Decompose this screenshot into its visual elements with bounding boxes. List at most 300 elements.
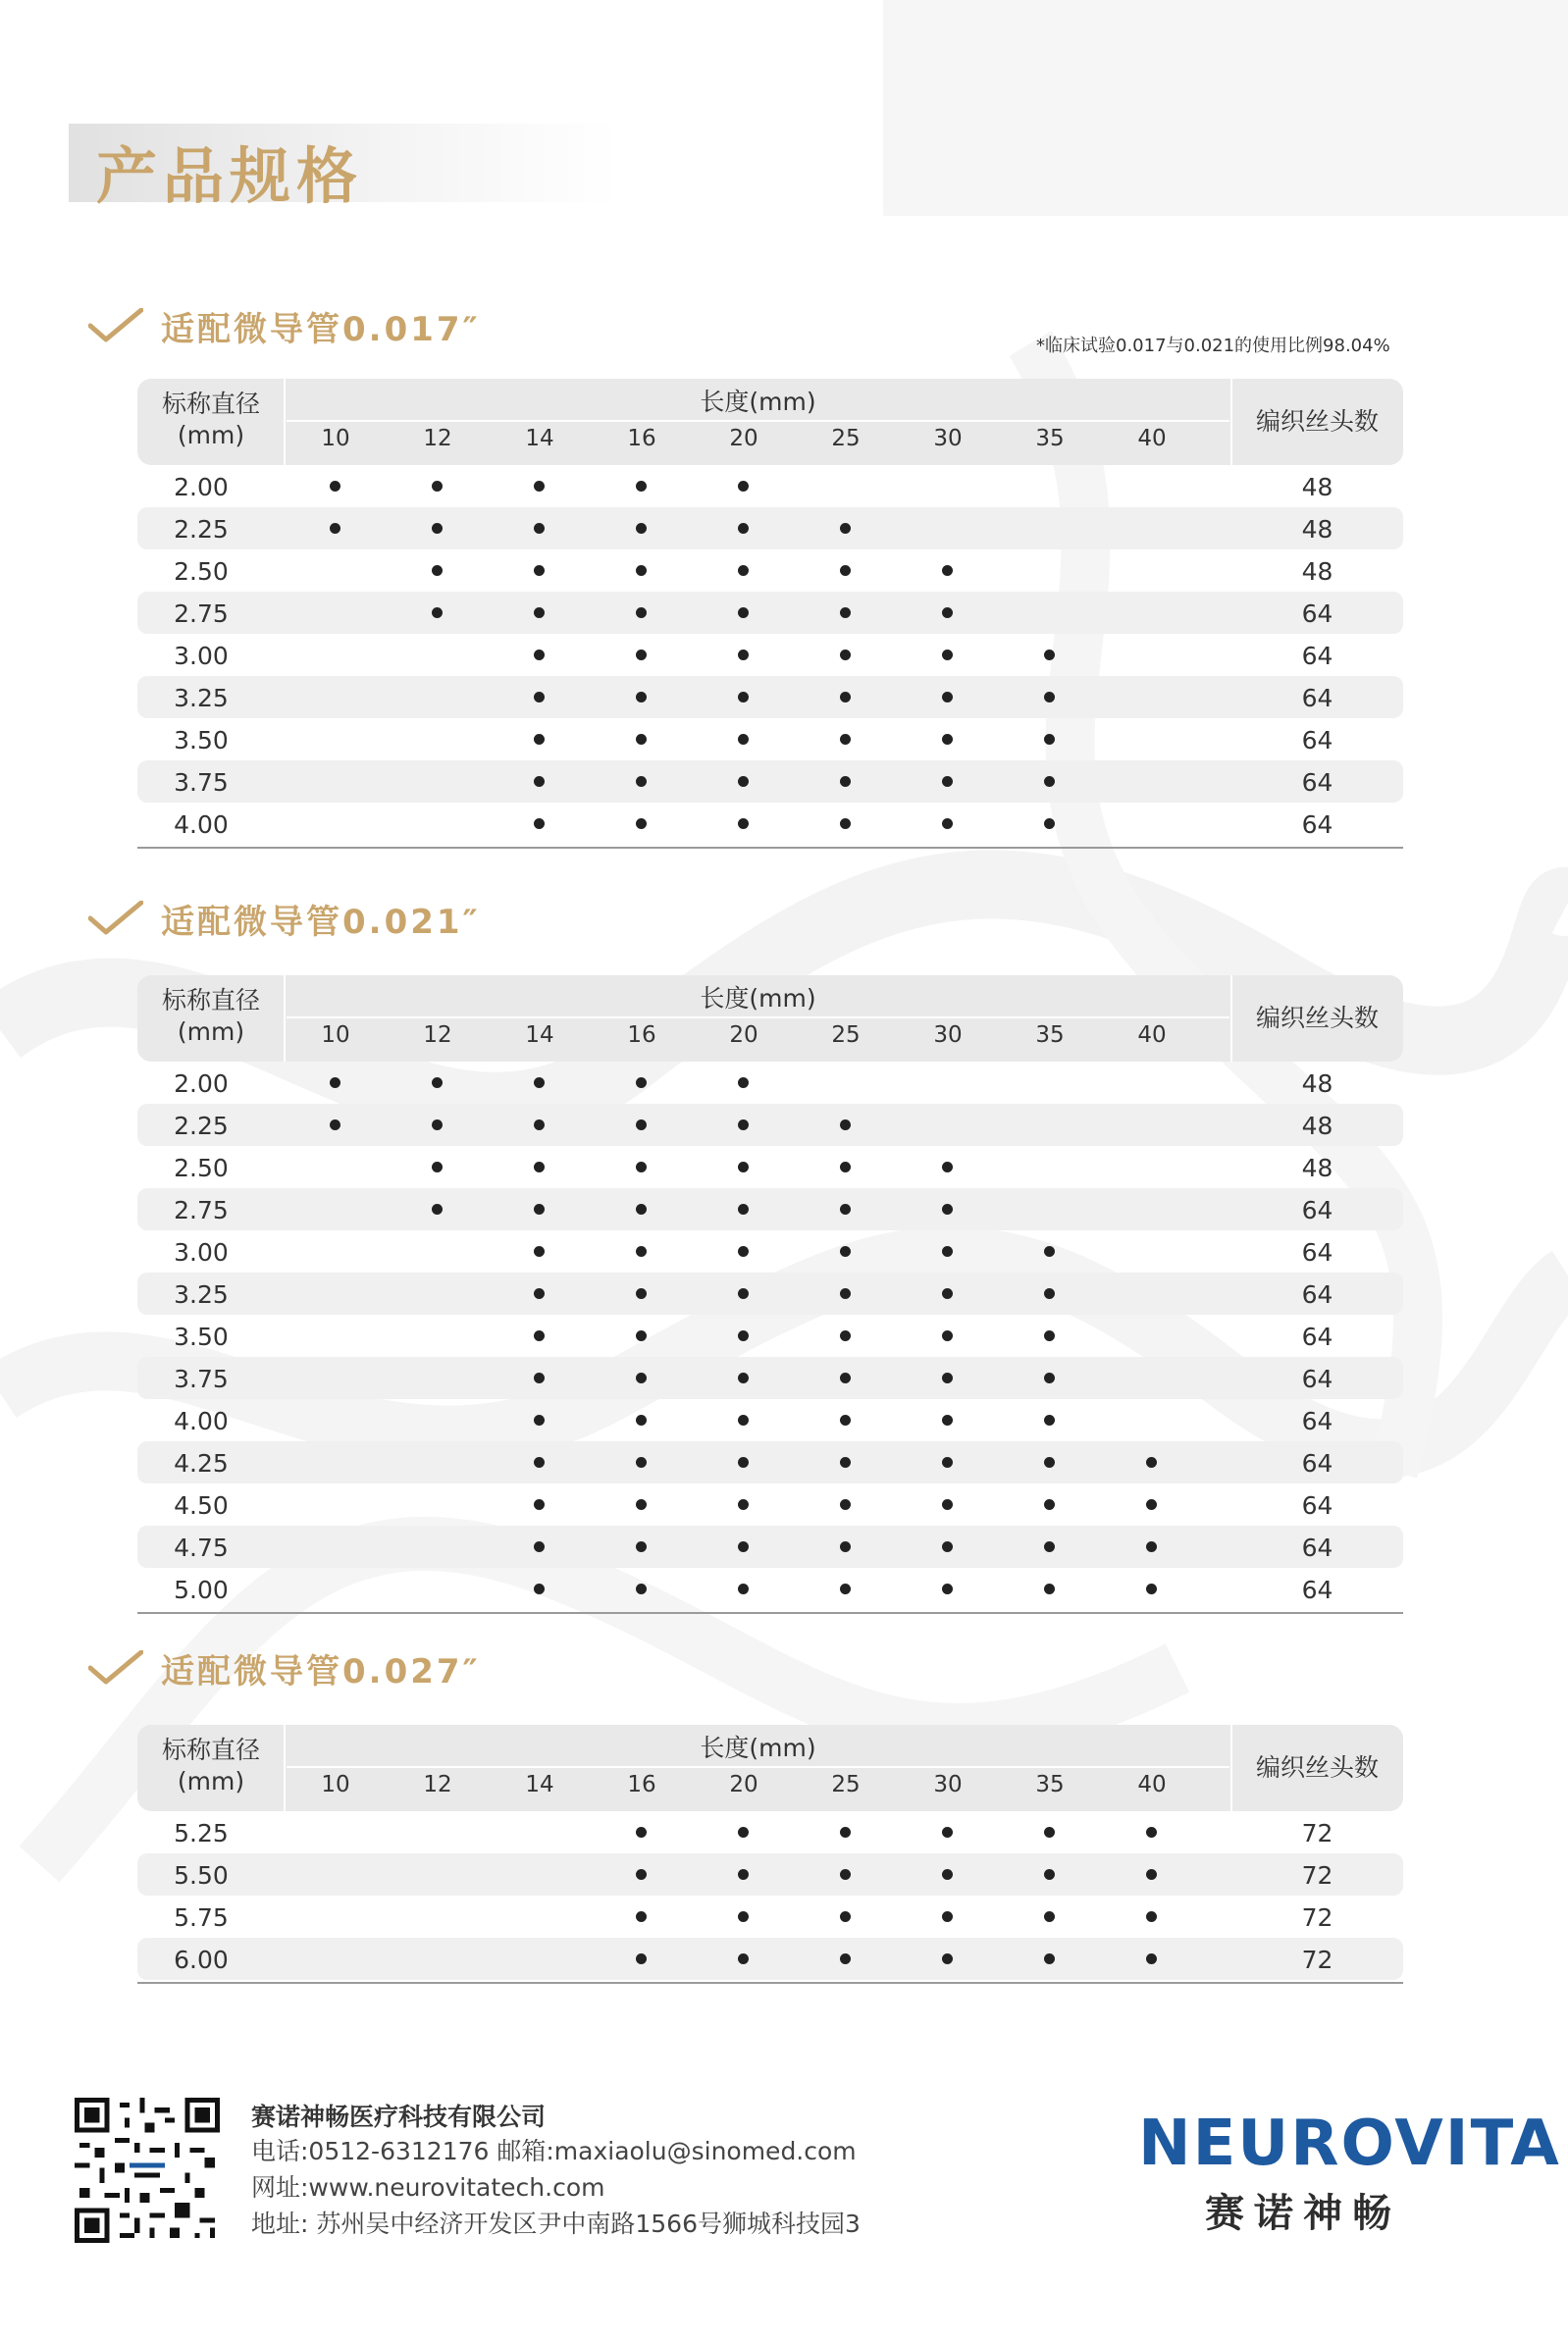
length-column-header: 20	[729, 1772, 758, 1797]
availability-dot	[942, 1911, 953, 1922]
availability-dot	[432, 565, 443, 576]
braid-count-cell: 64	[1301, 1280, 1333, 1309]
length-column-header: 40	[1137, 1772, 1167, 1797]
availability-dot	[534, 1330, 545, 1341]
availability-dot	[534, 734, 545, 745]
availability-dot	[534, 1288, 545, 1299]
availability-dot	[1044, 1499, 1055, 1510]
availability-dot	[942, 607, 953, 618]
table-row	[137, 1896, 1403, 1938]
company-name: 赛诺神畅医疗科技有限公司	[251, 2103, 547, 2131]
braid-count-cell: 48	[1301, 557, 1333, 586]
diameter-header	[137, 1735, 285, 1797]
availability-dot	[1044, 1288, 1055, 1299]
availability-dot	[636, 565, 647, 576]
availability-dot	[840, 1953, 851, 1964]
table-row	[137, 1441, 1403, 1483]
availability-dot	[738, 1288, 749, 1299]
availability-dot	[636, 1911, 647, 1922]
diameter-cell: 2.25	[174, 515, 229, 544]
availability-dot	[840, 1373, 851, 1383]
diameter-cell: 2.75	[174, 1196, 229, 1224]
braid-count-cell: 72	[1301, 1903, 1333, 1932]
length-column-header: 12	[423, 426, 452, 451]
availability-dot	[636, 650, 647, 660]
availability-dot	[432, 1162, 443, 1172]
diameter-cell: 3.25	[174, 1280, 229, 1309]
diameter-header-unit: (mm)	[177, 1767, 245, 1795]
availability-dot	[738, 1869, 749, 1880]
diameter-cell: 4.25	[174, 1449, 229, 1478]
availability-dot	[840, 818, 851, 829]
availability-dot	[636, 1330, 647, 1341]
length-column-header: 14	[525, 1022, 554, 1048]
availability-dot	[738, 734, 749, 745]
availability-dot	[738, 1330, 749, 1341]
brand-logo	[1138, 2107, 1561, 2236]
availability-dot	[738, 1457, 749, 1468]
braid-count-cell: 48	[1301, 1112, 1333, 1140]
qr-code-icon	[75, 2098, 220, 2243]
availability-dot	[840, 1246, 851, 1257]
braid-count-cell: 48	[1301, 473, 1333, 501]
availability-dot	[534, 1499, 545, 1510]
availability-dot	[738, 692, 749, 702]
availability-dot	[942, 692, 953, 702]
availability-dot	[942, 650, 953, 660]
availability-dot	[942, 1162, 953, 1172]
availability-dot	[432, 1204, 443, 1215]
length-header-underline	[287, 1016, 1229, 1018]
table-header	[137, 379, 1403, 465]
availability-dot	[840, 565, 851, 576]
table-row	[137, 1811, 1403, 1853]
contact-website: 网址:www.neurovitatech.com	[251, 2173, 605, 2202]
availability-dot	[534, 692, 545, 702]
availability-dot	[432, 481, 443, 492]
availability-dot	[1044, 1911, 1055, 1922]
length-column-header: 10	[321, 1772, 350, 1797]
availability-dot	[1044, 692, 1055, 702]
table-row	[137, 1188, 1403, 1230]
availability-dot	[840, 1162, 851, 1172]
braid-count-cell: 48	[1301, 1069, 1333, 1098]
diameter-cell: 3.75	[174, 1365, 229, 1393]
diameter-header	[137, 985, 285, 1048]
length-column-header: 25	[831, 1022, 861, 1048]
section-title: 适配微导管0.027″	[161, 1652, 481, 1691]
length-column-header: 25	[831, 1772, 861, 1797]
availability-dot	[840, 1827, 851, 1838]
availability-dot	[738, 1541, 749, 1552]
braid-count-cell: 64	[1301, 810, 1333, 839]
availability-dot	[1044, 1330, 1055, 1341]
availability-dot	[738, 1204, 749, 1215]
availability-dot	[942, 1827, 953, 1838]
diameter-cell: 2.00	[174, 1069, 229, 1098]
braid-count-cell: 64	[1301, 1534, 1333, 1562]
availability-dot	[738, 1827, 749, 1838]
braid-count-cell: 64	[1301, 642, 1333, 670]
table-row	[137, 465, 1403, 507]
braid-count-cell: 64	[1301, 1323, 1333, 1351]
table-row	[137, 592, 1403, 634]
availability-dot	[840, 1415, 851, 1426]
braid-count-cell: 72	[1301, 1946, 1333, 1974]
availability-dot	[534, 565, 545, 576]
availability-dot	[738, 1246, 749, 1257]
availability-dot	[738, 1953, 749, 1964]
availability-dot	[636, 818, 647, 829]
availability-dot	[942, 734, 953, 745]
availability-dot	[942, 1246, 953, 1257]
availability-dot	[942, 1457, 953, 1468]
diameter-header-label: 标称直径	[161, 1736, 260, 1764]
availability-dot	[738, 523, 749, 534]
table-row	[137, 1853, 1403, 1896]
length-column-header: 12	[423, 1772, 452, 1797]
availability-dot	[636, 1584, 647, 1594]
availability-dot	[840, 1288, 851, 1299]
availability-dot	[840, 1541, 851, 1552]
availability-dot	[942, 1373, 953, 1383]
availability-dot	[1044, 1415, 1055, 1426]
diameter-cell: 2.75	[174, 599, 229, 628]
braid-count-cell: 64	[1301, 1238, 1333, 1267]
braid-count-cell: 48	[1301, 1154, 1333, 1182]
availability-dot	[840, 1119, 851, 1130]
availability-dot	[942, 1541, 953, 1552]
table-row	[137, 1273, 1403, 1315]
diameter-cell: 2.50	[174, 557, 229, 586]
availability-dot	[1044, 1246, 1055, 1257]
availability-dot	[636, 1204, 647, 1215]
length-column-header: 40	[1137, 1022, 1167, 1048]
length-header-underline	[287, 420, 1229, 422]
availability-dot	[1044, 1457, 1055, 1468]
diameter-cell: 5.00	[174, 1576, 229, 1604]
availability-dot	[942, 1584, 953, 1594]
diameter-cell: 5.75	[174, 1903, 229, 1932]
availability-dot	[330, 1119, 340, 1130]
availability-dot	[636, 523, 647, 534]
checkmark-icon	[88, 901, 143, 936]
diameter-header	[137, 389, 285, 451]
availability-dot	[1044, 734, 1055, 745]
logo-wordmark: NEUROVITA	[1138, 2107, 1561, 2180]
length-column-header: 20	[729, 1022, 758, 1048]
availability-dot	[330, 1077, 340, 1088]
length-column-header: 30	[933, 1772, 963, 1797]
table-row	[137, 1483, 1403, 1526]
availability-dot	[840, 650, 851, 660]
table-row	[137, 1568, 1403, 1610]
availability-dot	[534, 1415, 545, 1426]
contact-phone-email: 电话:0512-6312176 邮箱:maxiaolu@sinomed.com	[251, 2137, 857, 2165]
contact-address: 地址: 苏州吴中经济开发区尹中南路1566号狮城科技园3	[251, 2210, 861, 2238]
diameter-cell: 2.00	[174, 473, 229, 501]
length-column-header: 35	[1035, 1022, 1065, 1048]
availability-dot	[738, 1077, 749, 1088]
availability-dot	[534, 1457, 545, 1468]
length-header-label: 长度(mm)	[700, 1734, 816, 1762]
table-header	[137, 1725, 1403, 1811]
braid-count-header: 编织丝头数	[1255, 407, 1379, 436]
availability-dot	[840, 1330, 851, 1341]
availability-dot	[534, 1119, 545, 1130]
diameter-cell: 6.00	[174, 1946, 229, 1974]
length-header-underline	[287, 1766, 1229, 1768]
availability-dot	[738, 1119, 749, 1130]
table-row	[137, 1230, 1403, 1273]
availability-dot	[636, 481, 647, 492]
availability-dot	[942, 1953, 953, 1964]
diameter-cell: 3.00	[174, 1238, 229, 1267]
table-row	[137, 1315, 1403, 1357]
availability-dot	[1146, 1584, 1157, 1594]
availability-dot	[534, 481, 545, 492]
availability-dot	[534, 1373, 545, 1383]
availability-dot	[942, 776, 953, 787]
availability-dot	[840, 1911, 851, 1922]
availability-dot	[840, 1204, 851, 1215]
availability-dot	[942, 1330, 953, 1341]
availability-dot	[636, 1541, 647, 1552]
length-column-header: 30	[933, 1022, 963, 1048]
section-title: 适配微导管0.017″	[161, 310, 481, 349]
table-row	[137, 549, 1403, 592]
availability-dot	[840, 776, 851, 787]
availability-dot	[534, 650, 545, 660]
table-bottom-rule	[137, 1982, 1403, 1984]
length-column-header: 30	[933, 426, 963, 451]
diameter-cell: 2.50	[174, 1154, 229, 1182]
table-row	[137, 676, 1403, 718]
availability-dot	[738, 481, 749, 492]
braid-count-header: 编织丝头数	[1255, 1004, 1379, 1032]
availability-dot	[738, 650, 749, 660]
length-column-header: 35	[1035, 1772, 1065, 1797]
company-info	[251, 2098, 861, 2242]
braid-count-cell: 64	[1301, 1196, 1333, 1224]
length-column-header: 16	[627, 1022, 656, 1048]
braid-count-cell: 64	[1301, 1365, 1333, 1393]
diameter-cell: 3.25	[174, 684, 229, 712]
diameter-cell: 5.50	[174, 1861, 229, 1890]
availability-dot	[840, 734, 851, 745]
availability-dot	[738, 776, 749, 787]
table-row	[137, 1357, 1403, 1399]
length-header-label: 长度(mm)	[700, 388, 816, 416]
availability-dot	[840, 523, 851, 534]
availability-dot	[636, 607, 647, 618]
availability-dot	[1146, 1869, 1157, 1880]
length-column-header: 16	[627, 1772, 656, 1797]
diameter-header-label: 标称直径	[161, 986, 260, 1014]
spec-table-0027	[137, 1725, 1403, 1984]
length-column-header: 35	[1035, 426, 1065, 451]
availability-dot	[1044, 1827, 1055, 1838]
availability-dot	[738, 565, 749, 576]
availability-dot	[534, 1246, 545, 1257]
availability-dot	[738, 1162, 749, 1172]
availability-dot	[534, 776, 545, 787]
table-row	[137, 1399, 1403, 1441]
table-row	[137, 1062, 1403, 1104]
section-title: 适配微导管0.021″	[161, 903, 481, 942]
availability-dot	[534, 1584, 545, 1594]
checkmark-icon	[88, 1650, 143, 1686]
availability-dot	[738, 1584, 749, 1594]
availability-dot	[534, 1204, 545, 1215]
availability-dot	[636, 1119, 647, 1130]
availability-dot	[738, 607, 749, 618]
braid-count-cell: 64	[1301, 1407, 1333, 1435]
diameter-header-label: 标称直径	[161, 390, 260, 418]
braid-count-cell: 48	[1301, 515, 1333, 544]
table-bottom-rule	[137, 847, 1403, 849]
length-column-header: 10	[321, 1022, 350, 1048]
checkmark-icon	[88, 308, 143, 343]
availability-dot	[636, 692, 647, 702]
availability-dot	[534, 1541, 545, 1552]
diameter-cell: 3.00	[174, 642, 229, 670]
braid-count-cell: 72	[1301, 1861, 1333, 1890]
availability-dot	[534, 1162, 545, 1172]
availability-dot	[636, 776, 647, 787]
availability-dot	[534, 1077, 545, 1088]
availability-dot	[738, 1415, 749, 1426]
length-column-header: 10	[321, 426, 350, 451]
diameter-cell: 4.75	[174, 1534, 229, 1562]
braid-count-cell: 72	[1301, 1819, 1333, 1847]
availability-dot	[636, 1162, 647, 1172]
availability-dot	[534, 607, 545, 618]
availability-dot	[636, 1953, 647, 1964]
availability-dot	[942, 1415, 953, 1426]
availability-dot	[534, 818, 545, 829]
availability-dot	[432, 607, 443, 618]
diameter-cell: 4.00	[174, 810, 229, 839]
braid-count-header: 编织丝头数	[1255, 1753, 1379, 1782]
availability-dot	[636, 1499, 647, 1510]
availability-dot	[636, 1457, 647, 1468]
availability-dot	[330, 481, 340, 492]
table-row	[137, 1526, 1403, 1568]
clinical-footnote: *临床试验0.017与0.021的使用比例98.04%	[1036, 336, 1390, 356]
spec-table-0017	[137, 379, 1403, 849]
availability-dot	[738, 1911, 749, 1922]
diameter-cell: 3.50	[174, 726, 229, 754]
availability-dot	[432, 1077, 443, 1088]
availability-dot	[942, 1499, 953, 1510]
length-column-header: 16	[627, 426, 656, 451]
availability-dot	[636, 1869, 647, 1880]
braid-count-cell: 64	[1301, 684, 1333, 712]
availability-dot	[1146, 1499, 1157, 1510]
table-bottom-rule	[137, 1612, 1403, 1614]
availability-dot	[1044, 1953, 1055, 1964]
braid-count-cell: 64	[1301, 599, 1333, 628]
table-row	[137, 1104, 1403, 1146]
table-row	[137, 634, 1403, 676]
length-column-header: 25	[831, 426, 861, 451]
availability-dot	[1146, 1911, 1157, 1922]
table-row	[137, 1146, 1403, 1188]
availability-dot	[942, 1869, 953, 1880]
table-row	[137, 1938, 1403, 1980]
availability-dot	[636, 1246, 647, 1257]
availability-dot	[738, 1499, 749, 1510]
availability-dot	[330, 523, 340, 534]
availability-dot	[636, 1373, 647, 1383]
availability-dot	[840, 1457, 851, 1468]
braid-count-cell: 64	[1301, 1491, 1333, 1520]
braid-count-cell: 64	[1301, 1576, 1333, 1604]
availability-dot	[534, 523, 545, 534]
availability-dot	[840, 1584, 851, 1594]
availability-dot	[942, 1204, 953, 1215]
length-header-label: 长度(mm)	[700, 984, 816, 1013]
braid-count-cell: 64	[1301, 1449, 1333, 1478]
availability-dot	[942, 818, 953, 829]
availability-dot	[432, 1119, 443, 1130]
availability-dot	[840, 692, 851, 702]
length-column-header: 20	[729, 426, 758, 451]
availability-dot	[1044, 1869, 1055, 1880]
page-title	[69, 124, 618, 212]
availability-dot	[840, 1869, 851, 1880]
diameter-cell: 3.75	[174, 768, 229, 797]
diameter-cell: 3.50	[174, 1323, 229, 1351]
table-row	[137, 760, 1403, 803]
availability-dot	[840, 607, 851, 618]
availability-dot	[942, 1288, 953, 1299]
diameter-cell: 2.25	[174, 1112, 229, 1140]
diameter-header-unit: (mm)	[177, 421, 245, 449]
availability-dot	[636, 1827, 647, 1838]
spec-table-0021	[137, 975, 1403, 1614]
logo-chinese-name: 赛诺神畅	[1205, 2191, 1401, 2236]
page-title-text: 产品规格	[96, 140, 364, 212]
availability-dot	[1146, 1827, 1157, 1838]
table-header	[137, 975, 1403, 1062]
length-column-header: 14	[525, 426, 554, 451]
diameter-cell: 5.25	[174, 1819, 229, 1847]
footer	[0, 2080, 1568, 2276]
diameter-cell: 4.50	[174, 1491, 229, 1520]
availability-dot	[1044, 650, 1055, 660]
availability-dot	[1146, 1541, 1157, 1552]
availability-dot	[1146, 1457, 1157, 1468]
diameter-cell: 4.00	[174, 1407, 229, 1435]
length-column-header: 40	[1137, 426, 1167, 451]
availability-dot	[1044, 1584, 1055, 1594]
braid-count-cell: 64	[1301, 726, 1333, 754]
availability-dot	[1044, 818, 1055, 829]
table-row	[137, 507, 1403, 549]
table-row	[137, 718, 1403, 760]
table-row	[137, 803, 1403, 845]
availability-dot	[1146, 1953, 1157, 1964]
braid-count-cell: 64	[1301, 768, 1333, 797]
availability-dot	[636, 1415, 647, 1426]
length-column-header: 14	[525, 1772, 554, 1797]
availability-dot	[942, 565, 953, 576]
diameter-header-unit: (mm)	[177, 1017, 245, 1046]
availability-dot	[738, 1373, 749, 1383]
availability-dot	[636, 734, 647, 745]
